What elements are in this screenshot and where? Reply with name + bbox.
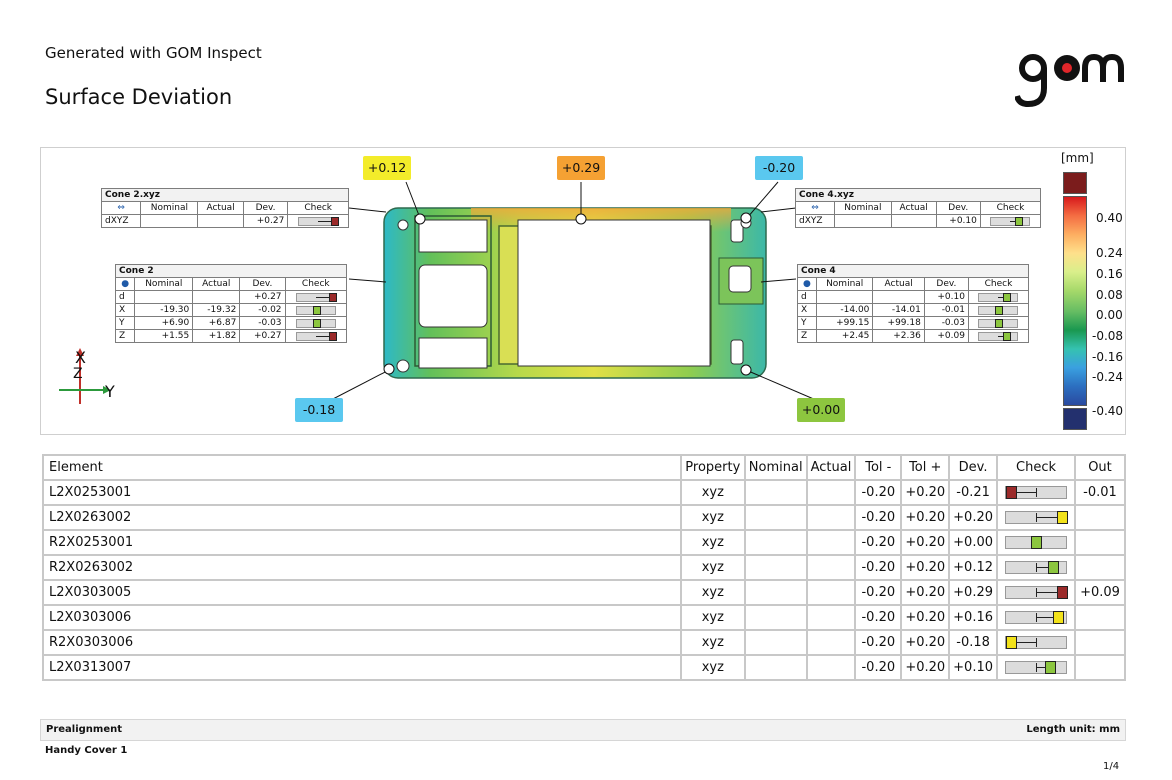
cone2-table (115, 264, 347, 343)
element-name: R2X0303006 (43, 630, 681, 655)
nominal-value (745, 555, 807, 580)
nominal-value: +6.90 (135, 317, 193, 330)
actual-value (193, 291, 240, 304)
actual-value: +6.87 (193, 317, 240, 330)
callout-label: +0.12 (363, 156, 411, 180)
tol-minus-value: -0.20 (855, 505, 901, 530)
axis-label-y: Y (105, 382, 115, 401)
out-value (1075, 505, 1125, 530)
legend-label: -0.40 (1092, 404, 1124, 418)
element-name: L2X0263002 (43, 505, 681, 530)
dev-value: +0.09 (924, 330, 968, 343)
actual-value (807, 655, 856, 680)
actual-value: -14.01 (873, 304, 924, 317)
tol-plus-value: +0.20 (901, 530, 949, 555)
dev-value: -0.03 (240, 317, 285, 330)
column-header: Check (288, 202, 349, 215)
row-label: X (116, 304, 135, 317)
nominal-value: +99.15 (816, 317, 872, 330)
actual-value (807, 605, 856, 630)
page-number: 1/4 (1103, 761, 1120, 772)
property-value: xyz (681, 630, 745, 655)
actual-value: +2.36 (873, 330, 924, 343)
column-header: Tol - (855, 455, 901, 480)
check-indicator (997, 480, 1075, 505)
deviation-figure (40, 147, 1126, 435)
out-value (1075, 630, 1125, 655)
dev-value: +0.10 (924, 291, 968, 304)
tol-minus-value: -0.20 (855, 630, 901, 655)
actual-value (807, 480, 856, 505)
legend-unit: [mm] (1061, 151, 1094, 165)
column-header: Nominal (745, 455, 807, 480)
callout-label: +0.29 (557, 156, 605, 180)
tol-minus-value: -0.20 (855, 555, 901, 580)
legend-label: 0.40 (1096, 211, 1123, 225)
axis-label-z: Z (73, 366, 83, 382)
column-header: Dev. (924, 278, 968, 291)
table-row (43, 480, 1125, 505)
dev-value: +0.27 (240, 291, 285, 304)
length-unit-label: Length unit: mm (1026, 724, 1120, 735)
actual-value (198, 215, 243, 228)
dev-value: +0.29 (949, 580, 997, 605)
nominal-value (135, 291, 193, 304)
check-indicator (968, 304, 1028, 317)
element-name: L2X0303006 (43, 605, 681, 630)
legend-label: 0.16 (1096, 267, 1123, 281)
column-header: Dev. (949, 455, 997, 480)
row-label: Y (798, 317, 817, 330)
color-legend (1063, 172, 1085, 430)
property-value: xyz (681, 480, 745, 505)
out-value: -0.01 (1075, 480, 1125, 505)
callout-label: -0.20 (755, 156, 803, 180)
tol-minus-value: -0.20 (855, 480, 901, 505)
tol-plus-value: +0.20 (901, 655, 949, 680)
column-header: Element (43, 455, 681, 480)
actual-value (807, 505, 856, 530)
callout-label: +0.00 (797, 398, 845, 422)
nominal-value (745, 505, 807, 530)
out-value (1075, 605, 1125, 630)
measure-icon: ⇔ (796, 202, 835, 215)
column-header: Actual (873, 278, 924, 291)
actual-value (807, 630, 856, 655)
legend-label: -0.24 (1092, 370, 1124, 384)
nominal-value: -19.30 (135, 304, 193, 317)
point-icon: ● (116, 278, 135, 291)
table-row (43, 655, 1125, 680)
column-header: Check (968, 278, 1028, 291)
nominal-value (745, 530, 807, 555)
table-header-row (43, 455, 1125, 480)
prealignment-bar (40, 719, 1126, 741)
nominal-value (745, 605, 807, 630)
dev-value: -0.18 (949, 630, 997, 655)
tol-plus-value: +0.20 (901, 605, 949, 630)
nominal-value (835, 215, 892, 228)
element-name: L2X0253001 (43, 480, 681, 505)
out-value: +0.09 (1075, 580, 1125, 605)
row-label: dXYZ (796, 215, 835, 228)
tol-plus-value: +0.20 (901, 505, 949, 530)
nominal-value: +2.45 (816, 330, 872, 343)
check-indicator (997, 655, 1075, 680)
table-row (43, 580, 1125, 605)
element-name: L2X0313007 (43, 655, 681, 680)
actual-value (807, 580, 856, 605)
column-header: Nominal (135, 278, 193, 291)
column-header: Tol + (901, 455, 949, 480)
dev-value: -0.21 (949, 480, 997, 505)
column-header: Actual (193, 278, 240, 291)
table-title: Cone 4.xyz (796, 189, 1041, 202)
row-label: dXYZ (102, 215, 141, 228)
tol-minus-value: -0.20 (855, 605, 901, 630)
dev-value: +0.10 (936, 215, 980, 228)
tol-plus-value: +0.20 (901, 630, 949, 655)
column-header: Check (285, 278, 346, 291)
nominal-value (816, 291, 872, 304)
dev-value: +0.20 (949, 505, 997, 530)
tol-minus-value: -0.20 (855, 530, 901, 555)
check-indicator (285, 304, 346, 317)
column-header: Dev. (936, 202, 980, 215)
table-row (43, 530, 1125, 555)
check-indicator (285, 291, 346, 304)
actual-value (807, 555, 856, 580)
legend-label: -0.16 (1092, 350, 1124, 364)
actual-value (891, 215, 936, 228)
property-value: xyz (681, 555, 745, 580)
property-value: xyz (681, 655, 745, 680)
callout-label: -0.18 (295, 398, 343, 422)
nominal-value: +1.55 (135, 330, 193, 343)
row-label: Z (798, 330, 817, 343)
cone4-table (797, 264, 1029, 343)
axis-label-x: X (75, 348, 86, 367)
column-header: Dev. (240, 278, 285, 291)
out-value (1075, 555, 1125, 580)
cone2xyz-table (101, 188, 349, 228)
element-name: R2X0253001 (43, 530, 681, 555)
check-indicator (968, 291, 1028, 304)
check-indicator (997, 530, 1075, 555)
nominal-value (745, 580, 807, 605)
check-indicator (288, 215, 349, 228)
legend-gradient (1063, 196, 1087, 406)
generated-with-text: Generated with GOM Inspect (45, 44, 262, 62)
check-indicator (968, 330, 1028, 343)
property-value: xyz (681, 530, 745, 555)
legend-label: -0.08 (1092, 329, 1124, 343)
tol-plus-value: +0.20 (901, 580, 949, 605)
legend-above-range-swatch (1063, 172, 1087, 194)
deviation-table (42, 454, 1126, 681)
tol-plus-value: +0.20 (901, 555, 949, 580)
dev-value: -0.02 (240, 304, 285, 317)
cone4xyz-table (795, 188, 1041, 228)
column-header: Actual (891, 202, 936, 215)
check-indicator (968, 317, 1028, 330)
table-row (43, 605, 1125, 630)
check-indicator (997, 605, 1075, 630)
element-name: L2X0303005 (43, 580, 681, 605)
actual-value (873, 291, 924, 304)
out-value (1075, 530, 1125, 555)
nominal-value (745, 630, 807, 655)
column-header: Check (980, 202, 1040, 215)
table-title: Cone 4 (798, 265, 1029, 278)
row-label: d (798, 291, 817, 304)
table-row (43, 630, 1125, 655)
page-title: Surface Deviation (45, 85, 233, 109)
column-header: Property (681, 455, 745, 480)
property-value: xyz (681, 580, 745, 605)
table-title: Cone 2.xyz (102, 189, 349, 202)
actual-value: -19.32 (193, 304, 240, 317)
row-label: X (798, 304, 817, 317)
column-header: Nominal (835, 202, 892, 215)
prealignment-label: Prealignment (46, 724, 123, 735)
check-indicator (997, 555, 1075, 580)
tol-minus-value: -0.20 (855, 580, 901, 605)
dev-value: +0.00 (949, 530, 997, 555)
tol-minus-value: -0.20 (855, 655, 901, 680)
dev-value: +0.10 (949, 655, 997, 680)
nominal-value: -14.00 (816, 304, 872, 317)
legend-label: 0.00 (1096, 308, 1123, 322)
column-header: Dev. (243, 202, 288, 215)
dev-value: +0.27 (240, 330, 285, 343)
column-header: Out (1075, 455, 1125, 480)
dev-value: +0.27 (243, 215, 288, 228)
column-header: Nominal (141, 202, 198, 215)
column-header: Actual (198, 202, 243, 215)
out-value (1075, 655, 1125, 680)
table-title: Cone 2 (116, 265, 347, 278)
check-indicator (980, 215, 1040, 228)
dev-value: -0.01 (924, 304, 968, 317)
project-name: Handy Cover 1 (45, 745, 128, 756)
point-icon: ● (798, 278, 817, 291)
property-value: xyz (681, 505, 745, 530)
tol-plus-value: +0.20 (901, 480, 949, 505)
dev-value: -0.03 (924, 317, 968, 330)
nominal-value (745, 480, 807, 505)
actual-value: +99.18 (873, 317, 924, 330)
nominal-value (141, 215, 198, 228)
column-header: Actual (807, 455, 856, 480)
dev-value: +0.16 (949, 605, 997, 630)
nominal-value (745, 655, 807, 680)
actual-value (807, 530, 856, 555)
row-label: Y (116, 317, 135, 330)
measure-icon: ⇔ (102, 202, 141, 215)
element-name: R2X0263002 (43, 555, 681, 580)
check-indicator (997, 580, 1075, 605)
legend-label: 0.24 (1096, 246, 1123, 260)
check-indicator (997, 630, 1075, 655)
legend-label: 0.08 (1096, 288, 1123, 302)
column-header: Check (997, 455, 1075, 480)
table-row (43, 505, 1125, 530)
check-indicator (285, 317, 346, 330)
property-value: xyz (681, 605, 745, 630)
table-row (43, 555, 1125, 580)
dev-value: +0.12 (949, 555, 997, 580)
check-indicator (285, 330, 346, 343)
row-label: d (116, 291, 135, 304)
actual-value: +1.82 (193, 330, 240, 343)
row-label: Z (116, 330, 135, 343)
legend-below-range-swatch (1063, 408, 1087, 430)
gom-logo (1015, 46, 1127, 108)
column-header: Nominal (816, 278, 872, 291)
check-indicator (997, 505, 1075, 530)
